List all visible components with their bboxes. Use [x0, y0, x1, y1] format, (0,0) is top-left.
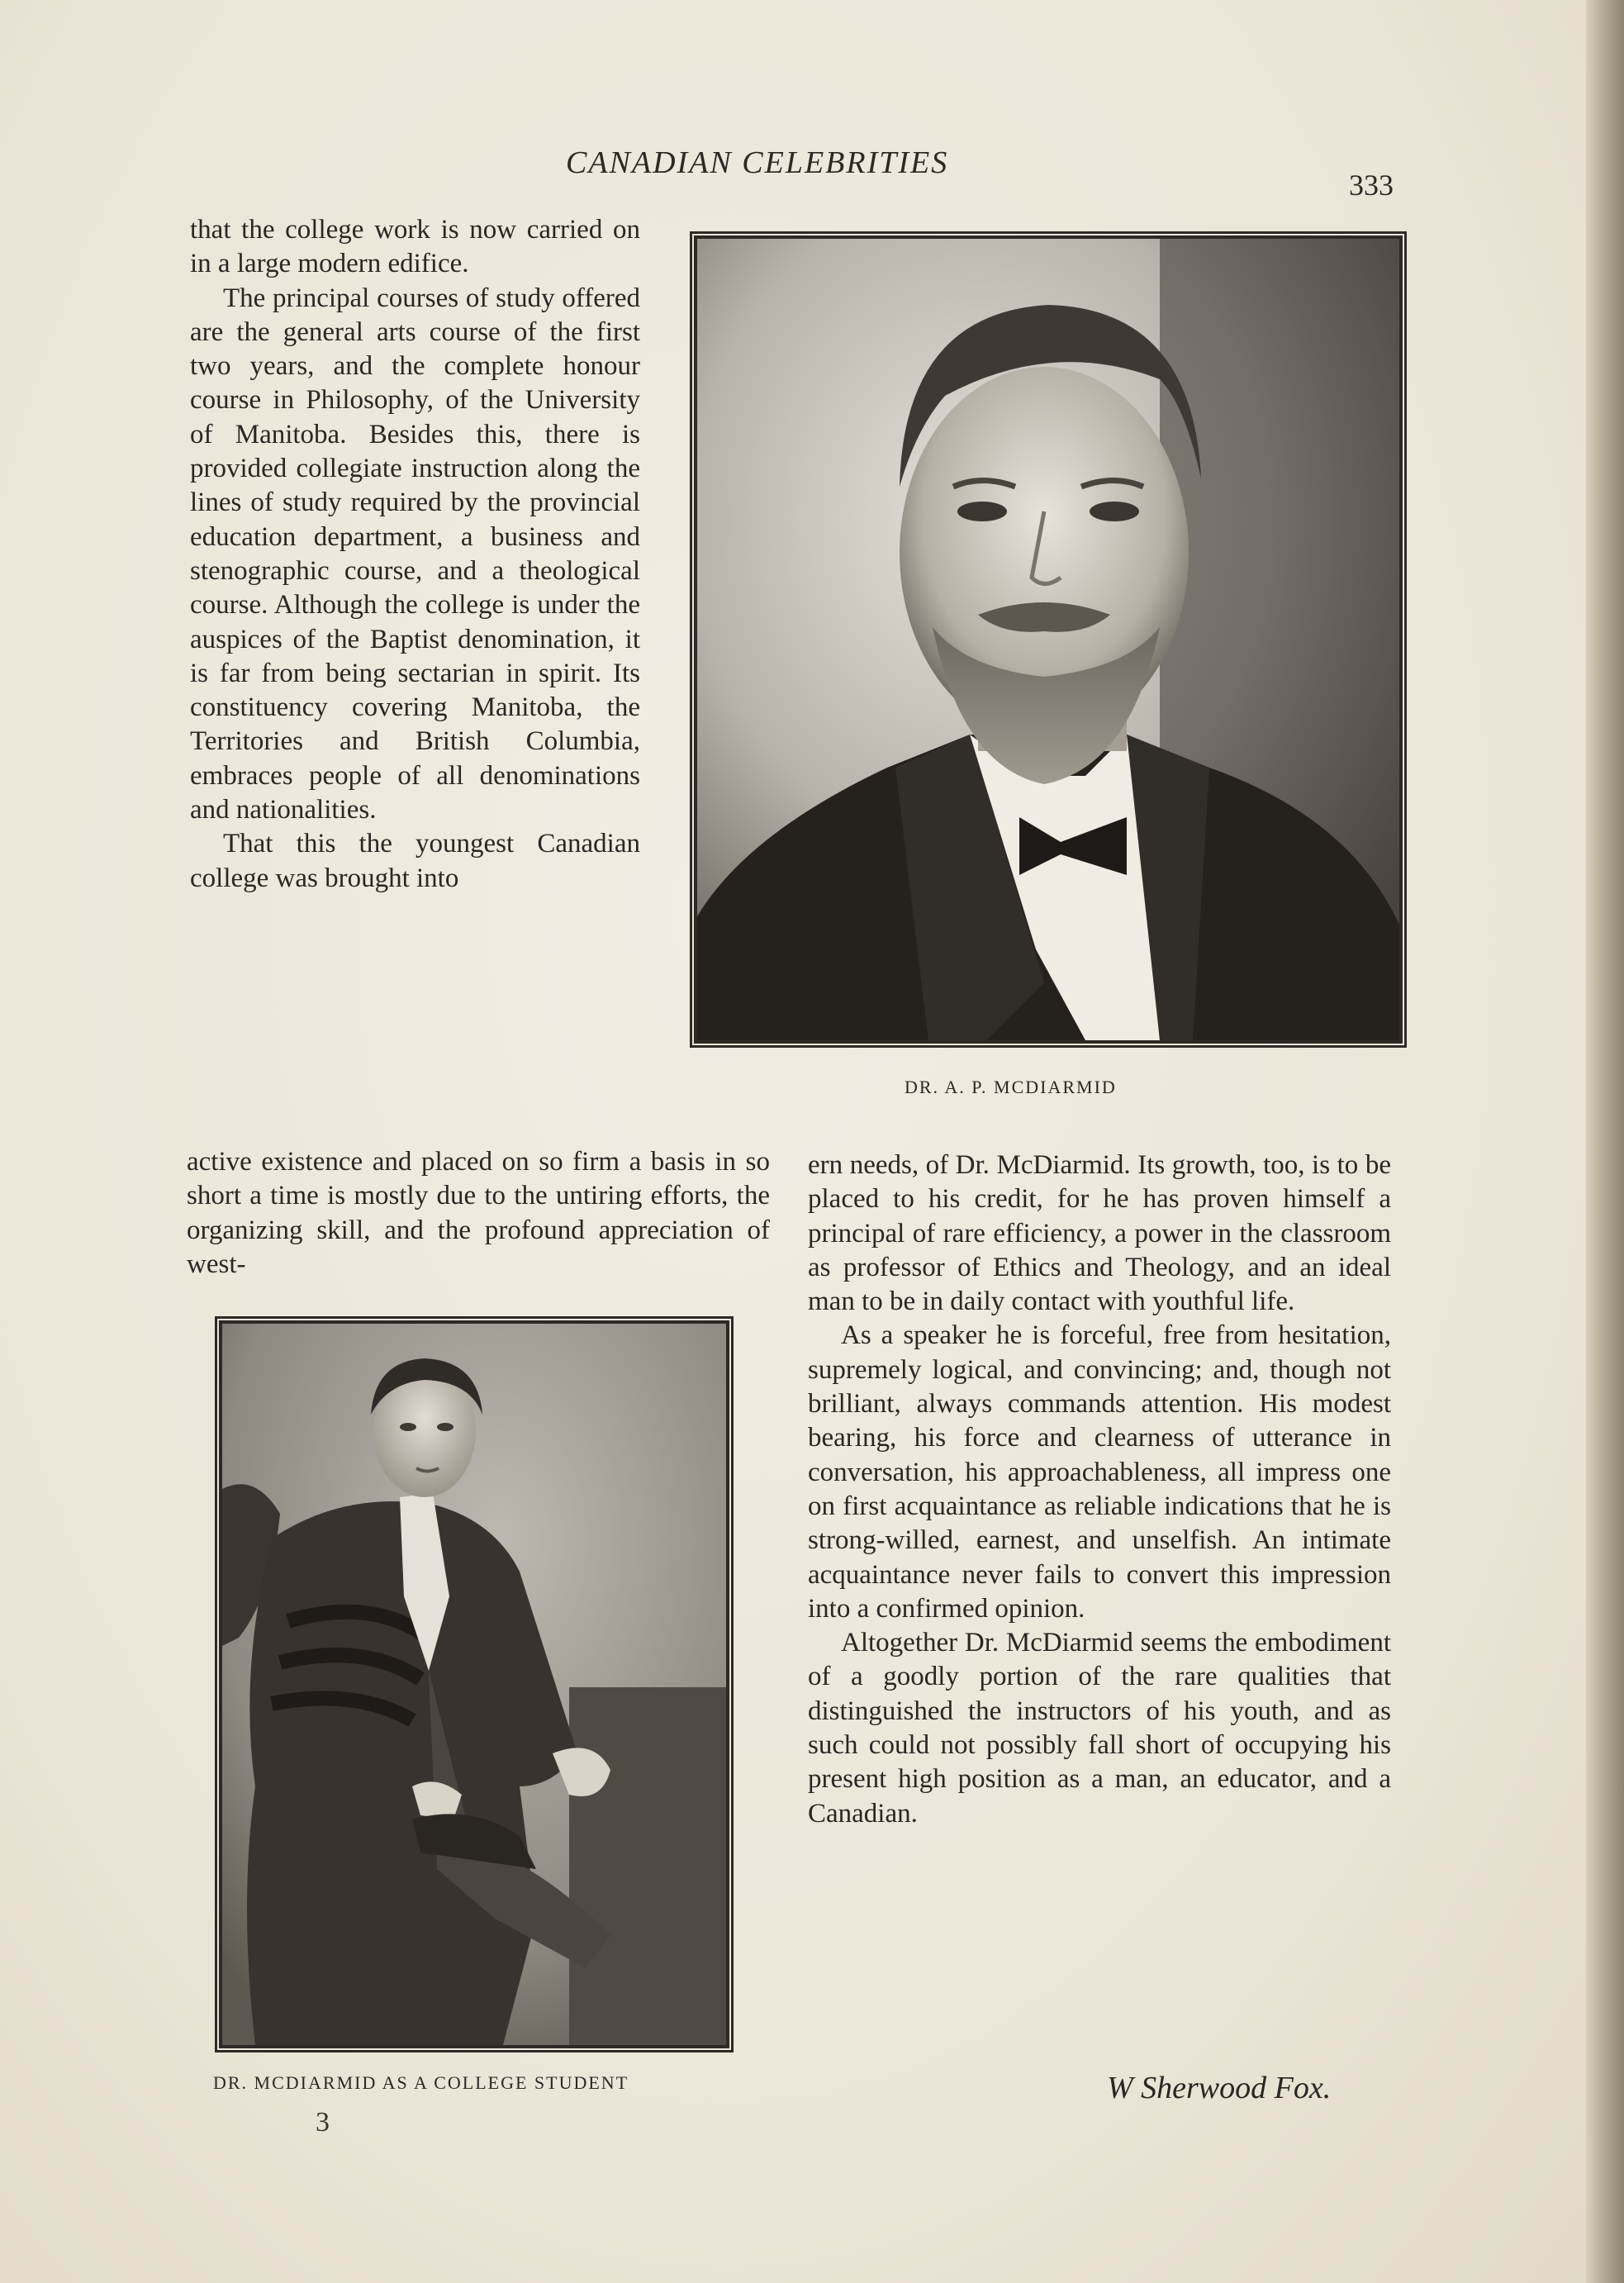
page-header [0, 145, 1624, 202]
paragraph: That this the youngest Canadian college was brought into [190, 829, 640, 893]
student-photo-caption: DR. MCDIARMID AS A COLLEGE STUDENT [213, 2072, 629, 2093]
page-number: 333 [1349, 169, 1394, 202]
book-spine [1586, 0, 1624, 2283]
paragraph: ern needs, of Dr. McDiarmid. Its growth, too, is to be placed to his credit, for he has proven himself a principal of rare efficiency, a power in the classroom as professor of Ethics and Theology, and an ideal man to be in daily contact with youthful life. [808, 1150, 1391, 1317]
text-column-right [808, 1149, 1391, 1831]
student-photo [222, 1324, 726, 2045]
portrait-photo [697, 239, 1399, 1040]
author-signature: W Sherwood Fox. [1107, 2071, 1332, 2105]
portrait-photo-frame [694, 235, 1403, 1044]
paragraph: As a speaker he is forceful, free from hesitation, supremely logical, and convincing; and, though not brilliant, always commands attention. His modest bearing, his force and clearness of utterance in conversation, his approachableness, all impress one on first acquaintance as reliable indications that he is strong-willed, earnest, and unselfish. An intimate acquaintance never fails to convert this impression into a confirmed opinion. [808, 1320, 1391, 1624]
paragraph: Altogether Dr. McDiarmid seems the embodiment of a goodly portion of the rare qualities that distinguished the instructors of his youth, and as such could not possibly fall short of occupying his present high position as a man, an educator, and a Canadian. [808, 1628, 1391, 1829]
paragraph: The principal courses of study offered are the general arts course of the first two years, and the complete honour course in Philosophy, of the University of Manitoba. Besides this, there is provided collegiate instruction along the lines of study required by the provincial education department, a business and stenographic course, and a theological course. Although the college is under the auspices of the Baptist denomination, it is far from being sectarian in spirit. Its constituency covering Manitoba, the Territories and British Columbia, embraces people of all denominations and nationalities. [190, 283, 640, 825]
paragraph: active existence and placed on so firm a basis in so short a time is mostly due to the untiring efforts, the organizing skill, and the profound appreciation of west- [187, 1147, 770, 1279]
student-photo-frame [219, 1320, 729, 2048]
text-column-lower-left [187, 1145, 770, 1282]
text-column-top-left [190, 213, 640, 896]
portrait-caption: DR. A. P. MCDIARMID [905, 1077, 1117, 1097]
running-head: CANADIAN CELEBRITIES [566, 145, 949, 180]
printer-signature-mark: 3 [316, 2107, 330, 2138]
paragraph: that the college work is now carried on in a large modern edifice. [190, 215, 640, 279]
